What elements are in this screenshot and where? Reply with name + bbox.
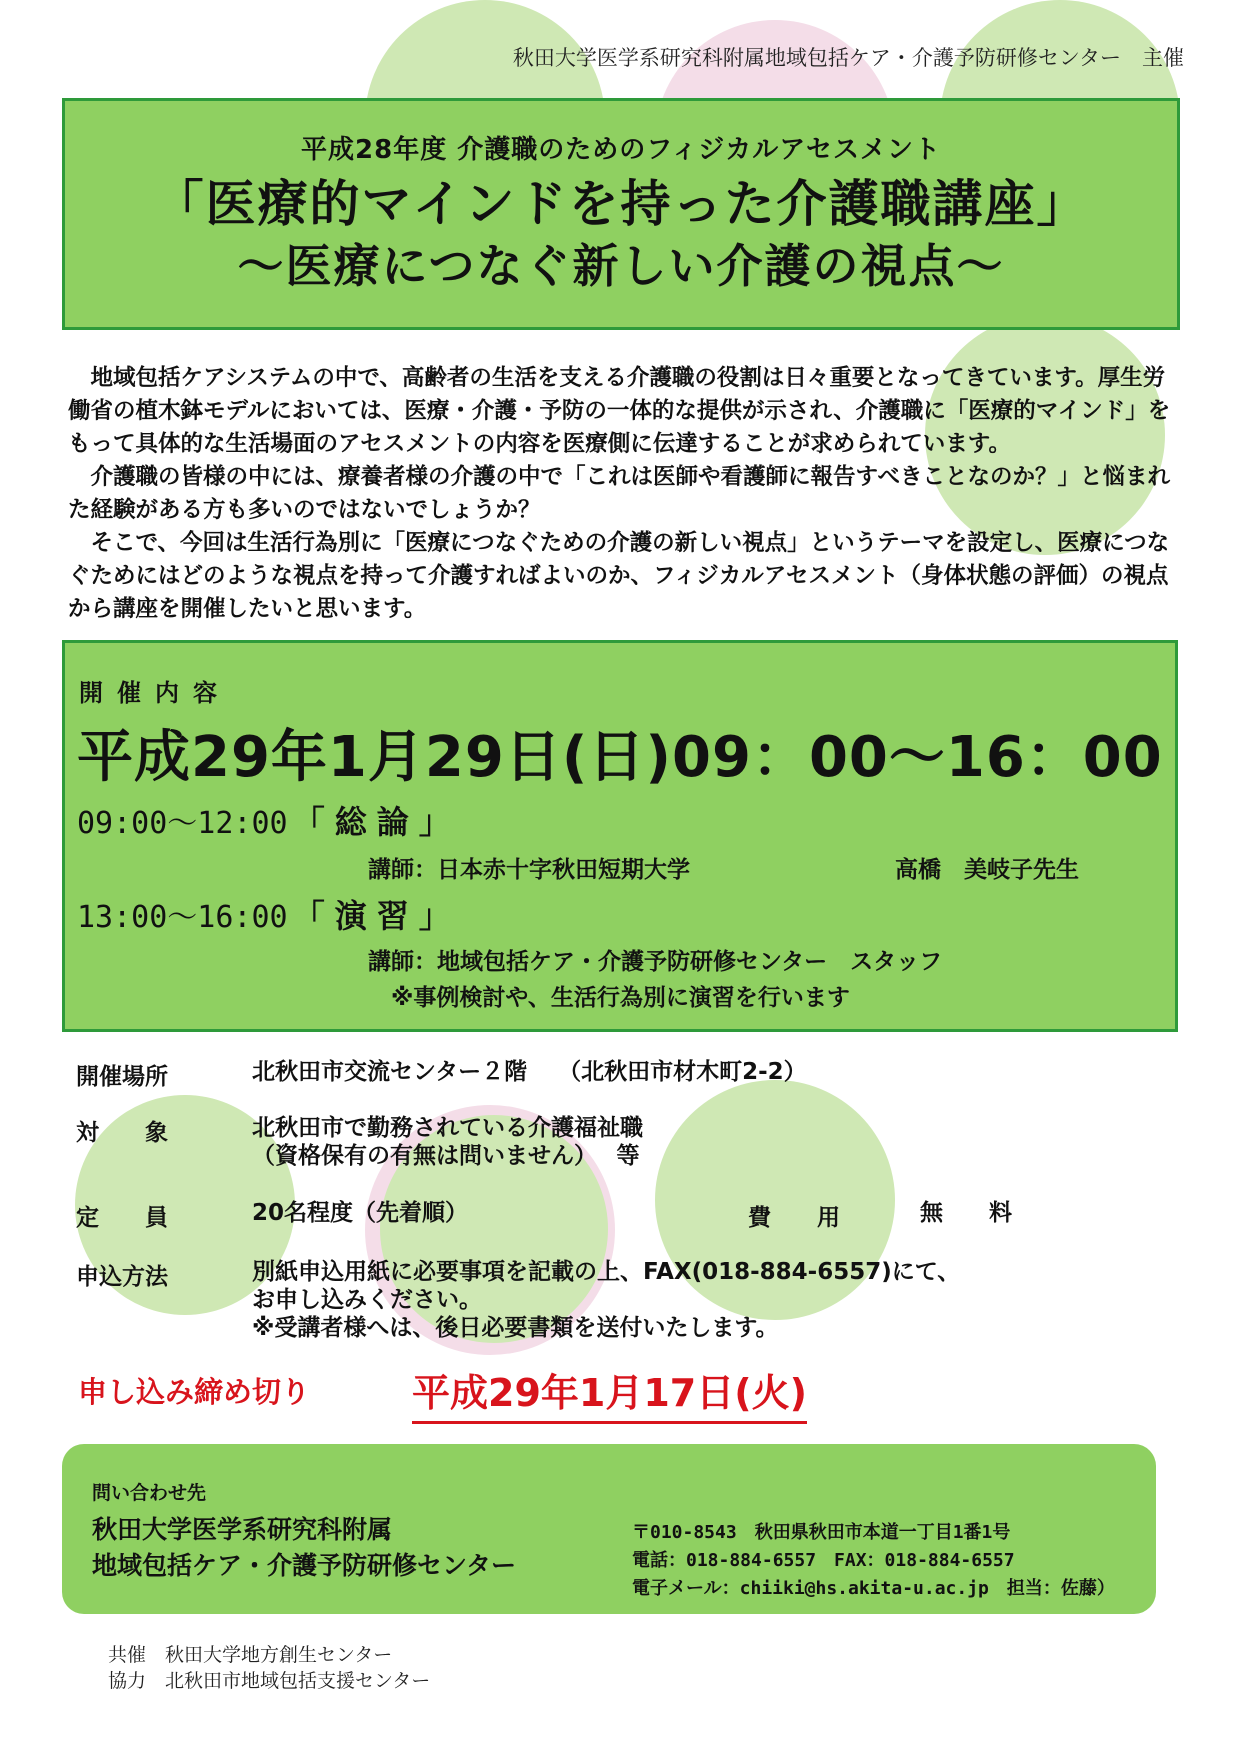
target-label: 対 象 — [76, 1120, 168, 1146]
deadline-label: 申し込み締め切り — [78, 1375, 311, 1409]
event-title: 「医療的マインドを持った介護職講座」 — [153, 175, 1089, 233]
contact-heading: 問い合わせ先 — [92, 1482, 207, 1504]
intro-paragraph: そこで、今回は生活行為別に「医療につなぐための介護の新しい視点」というテーマを設定し、医療につなぐためにはどのような視点を持って介護すればよいのか、フィジカルアセスメント（身体状態の評価）の視点から講座を開催したいと思います。 — [68, 530, 1170, 622]
intro-paragraph: 介護職の皆様の中には、療養者様の介護の中で「これは医師や看護師に報告すべきことなのか？」と悩まれた経験がある方も多いのではないでしょうか？ — [68, 464, 1171, 523]
contact-address: 〒010-8543 秋田県秋田市本道一丁目1番1号 — [632, 1522, 1011, 1543]
organizer-text: 秋田大学医学系研究科附属地域包括ケア・介護予防研修センター 主催 — [512, 46, 1184, 70]
target-note: （資格保有の有無は問いません） 等 — [252, 1143, 640, 1169]
session-title: 「総論」 — [292, 803, 461, 841]
capacity-value: 20名程度（先着順） — [252, 1200, 469, 1226]
apply-note: ※受講者様へは、後日必要書類を送付いたします。 — [252, 1315, 779, 1341]
fee-label: 費 用 — [748, 1205, 840, 1231]
title-banner — [62, 98, 1180, 330]
schedule-label: 開催内容 — [79, 679, 231, 707]
apply-method: お申し込みください。 — [252, 1287, 482, 1313]
contact-panel — [62, 1444, 1156, 1614]
contact-email: 電子メール：chiiki@hs.akita-u.ac.jp 担当：佐藤） — [632, 1578, 1115, 1599]
apply-method: 別紙申込用紙に必要事項を記載の上、FAX(018-884-6557)にて、 — [252, 1259, 961, 1285]
session-2-header — [77, 891, 461, 937]
session-time: 13:00～16:00 — [77, 900, 288, 935]
schedule-panel — [62, 640, 1178, 1032]
session-lecturer: 講師：日本赤十字秋田短期大学 — [368, 857, 690, 883]
event-datetime: 平成29年1月29日(日)09：00～16：00 — [77, 725, 1163, 790]
session-lecturer: 講師：地域包括ケア・介護予防研修センター スタッフ — [368, 949, 943, 975]
cooperator: 協力 北秋田市地域包括支援センター — [108, 1670, 431, 1692]
intro-text — [68, 362, 1180, 626]
event-subtitle: 平成28年度 介護職のためのフィジカルアセスメント — [301, 135, 941, 165]
apply-label: 申込方法 — [76, 1264, 168, 1290]
venue-label: 開催場所 — [76, 1064, 168, 1090]
session-title: 「演習」 — [292, 897, 461, 935]
lecturer-name: 高橋 美岐子先生 — [895, 857, 1079, 883]
fee-value: 無 料 — [920, 1200, 1012, 1226]
contact-org: 地域包括ケア・介護予防研修センター — [92, 1551, 517, 1580]
deadline-date: 平成29年1月17日(火) — [412, 1362, 807, 1424]
event-tagline: ～医療につなぐ新しい介護の視点～ — [237, 239, 1005, 293]
session-note: ※事例検討や、生活行為別に演習を行います — [391, 985, 850, 1011]
intro-paragraph: 地域包括ケアシステムの中で、高齢者の生活を支える介護職の役割は日々重要となってきています。厚生労働省の植木鉢モデルにおいては、医療・介護・予防の一体的な提供が示され、介護職に「医療的マインド」をもって具体的な生活場面のアセスメントの内容を医療側に伝達することが求められています。 — [68, 365, 1171, 457]
session-1-header — [77, 797, 461, 843]
contact-org: 秋田大学医学系研究科附属 — [92, 1515, 393, 1544]
capacity-label: 定 員 — [76, 1205, 168, 1231]
target-value: 北秋田市で勤務されている介護福祉職 — [252, 1115, 643, 1141]
session-time: 09:00～12:00 — [77, 806, 288, 841]
cosponsor: 共催 秋田大学地方創生センター — [108, 1644, 393, 1666]
contact-phone: 電話：018-884-6557 FAX：018-884-6557 — [632, 1550, 1015, 1571]
venue-value: 北秋田市交流センター２階 （北秋田市材木町2-2） — [252, 1059, 807, 1085]
